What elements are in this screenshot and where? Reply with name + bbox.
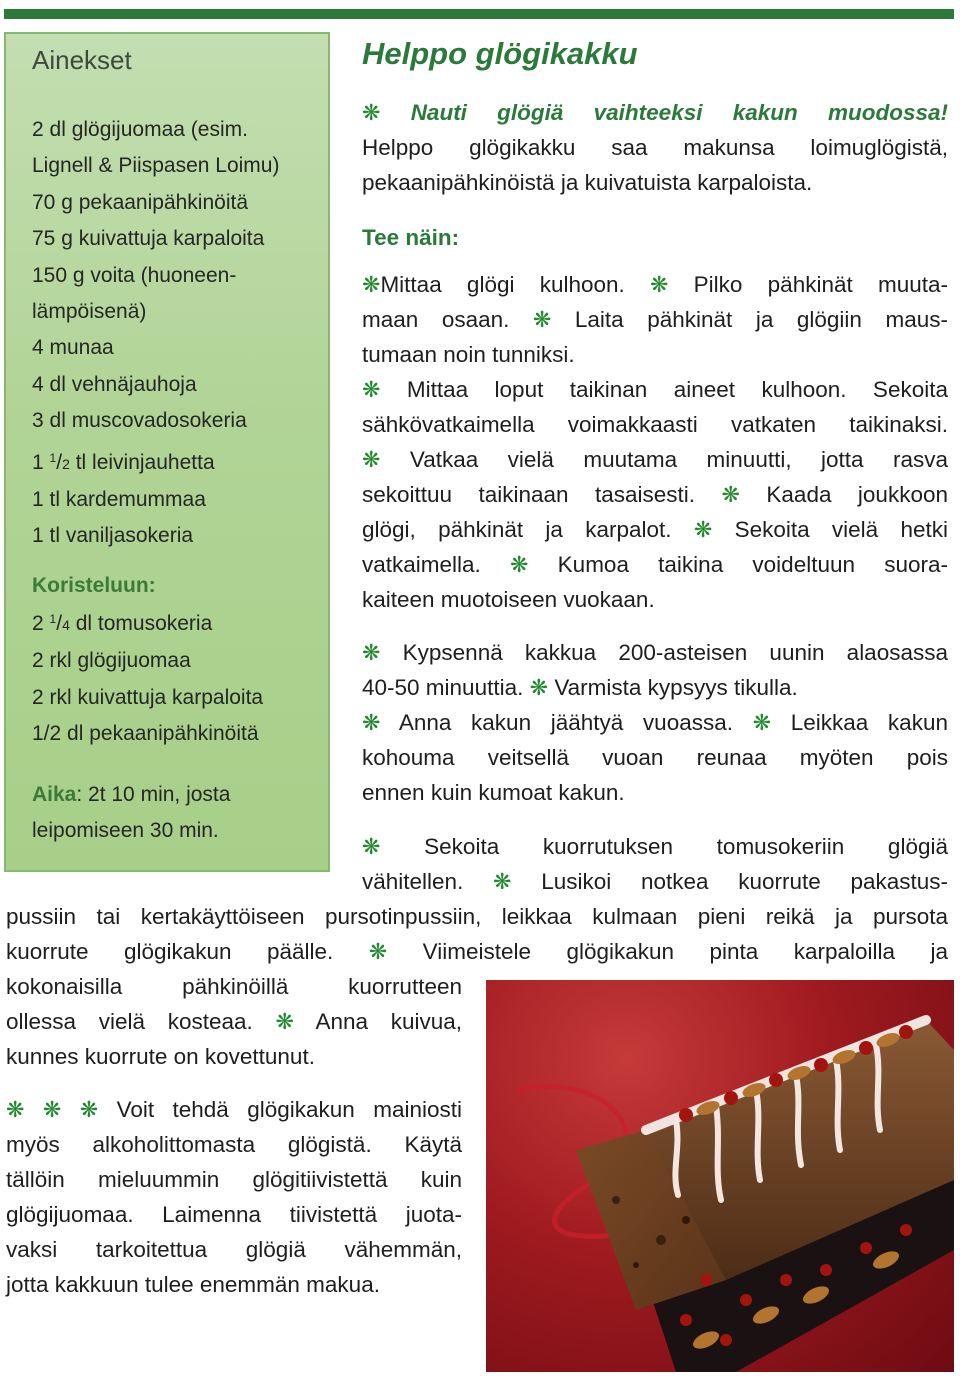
tip-line: vaksi tarkoitettua glögiä vähemmän, [6,1237,462,1262]
step-text: Mittaa glögi kulhoon. [380,272,625,297]
star-icon: ❋ [752,710,772,735]
step-5 [362,705,948,810]
ingredient-item-baking-powder: 1 $^1$/2 tl leivinjauhetta [32,450,215,474]
step-line [362,442,948,477]
fraction-whole: 2 [32,611,44,635]
step-text: 40-50 minuuttia. [362,675,524,700]
step-1 [362,267,948,372]
step-line: tumaan noin tunniksi. [362,342,575,367]
step-line [362,372,948,407]
decoration-title: Koristeluun: [32,573,156,597]
step-text: Kypsennä kakkua 200-asteisen uunin alaosassa [402,640,948,665]
step-text: Anna kuivua, [315,1009,462,1034]
star-icon: ❋ [532,307,552,332]
ingredients-box [4,32,330,872]
star-icon: ❋ [650,272,669,297]
ingredient-item: 4 munaa [32,336,114,360]
star-icon: ❋ [362,100,381,125]
step-6-wide [6,899,948,969]
decoration-item: 2 rkl glögijuomaa [32,649,191,673]
decoration-item: 1/2 dl pekaanipähkinöitä [32,722,259,746]
time-info [32,777,328,849]
intro-paragraph [362,95,948,200]
decoration-list [32,601,328,753]
star-icon: ❋ [529,675,549,700]
ingredients-list [32,112,328,555]
step-line [362,705,948,740]
step-line [362,512,948,547]
step-text: Pilko pähkinät muuta- [693,272,948,297]
star-icon: ❋ [362,640,381,665]
step-text: Varmista kypsyys tikulla. [554,675,798,700]
step-line [362,864,948,899]
fraction-denominator: 2 [62,455,70,472]
step-text: Leikkaa kakun [790,710,948,735]
step-text: Anna kakun jäähtyä vuoassa. [398,710,733,735]
star-icon: ❋ [721,482,740,507]
fraction-whole: 1 [32,450,44,474]
step-6-start [362,829,948,899]
step-text: Viimeistele glögikakun pinta karpaloilla ja [422,939,948,964]
intro-line: pekaanipähkinöistä ja kuivatuista karpaloista. [362,170,813,195]
star-icon: ❋ [362,447,381,472]
star-icon: ❋ [362,377,381,402]
intro-lead: Nauti glögiä vaihteeksi kakun muodossa! [410,100,948,125]
step-line: kokonaisilla pähkinöillä kuorrutteen [6,974,462,999]
star-icon: ❋ [79,1097,99,1122]
ingredient-item: 1 tl kardemummaa [32,488,206,512]
step-line [362,477,948,512]
step-line [362,829,948,864]
ingredient-item: Lignell & Piispasen Loimu) [32,154,280,178]
ingredient-text: dl tomusokeria [75,611,213,635]
cake-illustration [486,980,954,1372]
step-line [6,934,948,969]
step-text: kuorrute glögikakun päälle. [6,939,334,964]
step-line: pussiin tai kertakäyttöiseen pursotinpussiin, leikkaa kulmaan pieni reikä ja pursota [6,904,948,929]
instructions-heading: Tee näin: [362,225,460,250]
step-2 [362,372,948,442]
time-label: Aika [32,782,77,806]
step-text: glögi, pähkinät ja karpalot. [362,517,672,542]
ingredient-item: 70 g pekaanipähkinöitä [32,190,249,214]
star-icon: ❋ [275,1009,294,1034]
step-text: Laita pähkinät ja glögiin maus- [574,307,948,332]
tip-text: Voit tehdä glögikakun mainiosti [116,1097,462,1122]
tip-line: glögijuomaa. Laimenna tiivistettä juota- [6,1202,462,1227]
time-line-2: leipomiseen 30 min. [32,818,219,842]
decoration-item: 2 rkl kuivattuja karpaloita [32,685,264,709]
step-line [362,670,948,705]
step-6-end [6,969,462,1074]
star-icon: ❋ [6,1097,25,1122]
ingredient-item: 150 g voita (huoneen- [32,263,237,287]
star-icon: ❋ [362,834,381,859]
step-text: sekoittuu taikinaan tasaisesti. [362,482,696,507]
ingredient-item: 3 dl muscovadosokeria [32,409,247,433]
ingredients-title: Ainekset [32,45,132,75]
star-icon: ❋ [42,1097,62,1122]
star-icon: ❋ [510,552,529,577]
step-text: vatkaimella. [362,552,481,577]
step-text: Lusikoi notkea kuorrute pakastus- [541,869,948,894]
recipe-title: Helppo glögikakku [362,36,638,71]
step-text: Sekoita vielä hetki [734,517,948,542]
step-text: maan osaan. [362,307,510,332]
top-green-bar [4,9,954,19]
ingredient-item: 75 g kuivattuja karpaloita [32,227,265,251]
star-icon: ❋ [362,710,381,735]
step-text: Kumoa taikina voideltuun suora- [557,552,948,577]
fraction-numerator: 1 [49,611,57,626]
step-line: sähkövatkaimella voimakkaasti vatkaten taikinaksi. [362,412,948,437]
step-line: kaiteen muotoiseen vuokaan. [362,587,655,612]
ingredient-item: lämpöisenä) [32,300,147,324]
step-text: vähitellen. [362,869,464,894]
step-text: Mittaa loput taikinan aineet kulhoon. Sekoita [406,377,948,402]
time-line-1 [32,777,328,813]
ingredient-text: tl leivinjauhetta [75,450,215,474]
cake-photo [486,980,954,1372]
tip-line: myös alkoholittomasta glögistä. Käytä [6,1132,462,1157]
tip-line: jotta kakkuun tulee enemmän makua. [6,1272,380,1297]
ingredient-item-icing-sugar: 2 $^1$/4 dl tomusokeria [32,611,213,635]
step-line [6,1004,462,1039]
step-line [362,547,948,582]
star-icon: ❋ [362,272,381,297]
step-line: kunnes kuorrute on kovettunut. [6,1044,315,1069]
tip-paragraph [6,1092,462,1302]
ingredient-item: 4 dl vehnäjauhoja [32,372,197,396]
tip-line: tällöin mieluummin glögitiivistettä kuin [6,1167,462,1192]
step-text: Kaada joukkoon [766,482,948,507]
step-text: ollessa vielä kosteaa. [6,1009,253,1034]
tip-line [6,1092,462,1127]
intro-lead-line [362,95,948,130]
step-4 [362,635,948,705]
fraction-numerator: 1 [49,450,57,465]
step-3 [362,442,948,617]
star-icon: ❋ [368,939,388,964]
step-line [362,267,948,302]
step-line [362,302,948,337]
intro-line: Helppo glögikakku saa makunsa loimuglögistä, [362,135,948,160]
step-text: Sekoita kuorrutuksen tomusokeriin glögiä [424,834,948,859]
step-line: ennen kuin kumoat kakun. [362,780,625,805]
step-text: Vatkaa vielä muutama minuutti, jotta rasva [409,447,948,472]
step-line [362,635,948,670]
fraction-denominator: 4 [62,616,70,633]
star-icon: ❋ [493,869,512,894]
star-icon: ❋ [693,517,713,542]
ingredient-item: 1 tl vaniljasokeria [32,524,194,548]
step-line: kohouma veitsellä vuoan reunaa myöten pois [362,745,948,770]
ingredient-item: 2 dl glögijuomaa (esim. [32,118,248,141]
time-value: : 2t 10 min, josta [76,782,231,806]
